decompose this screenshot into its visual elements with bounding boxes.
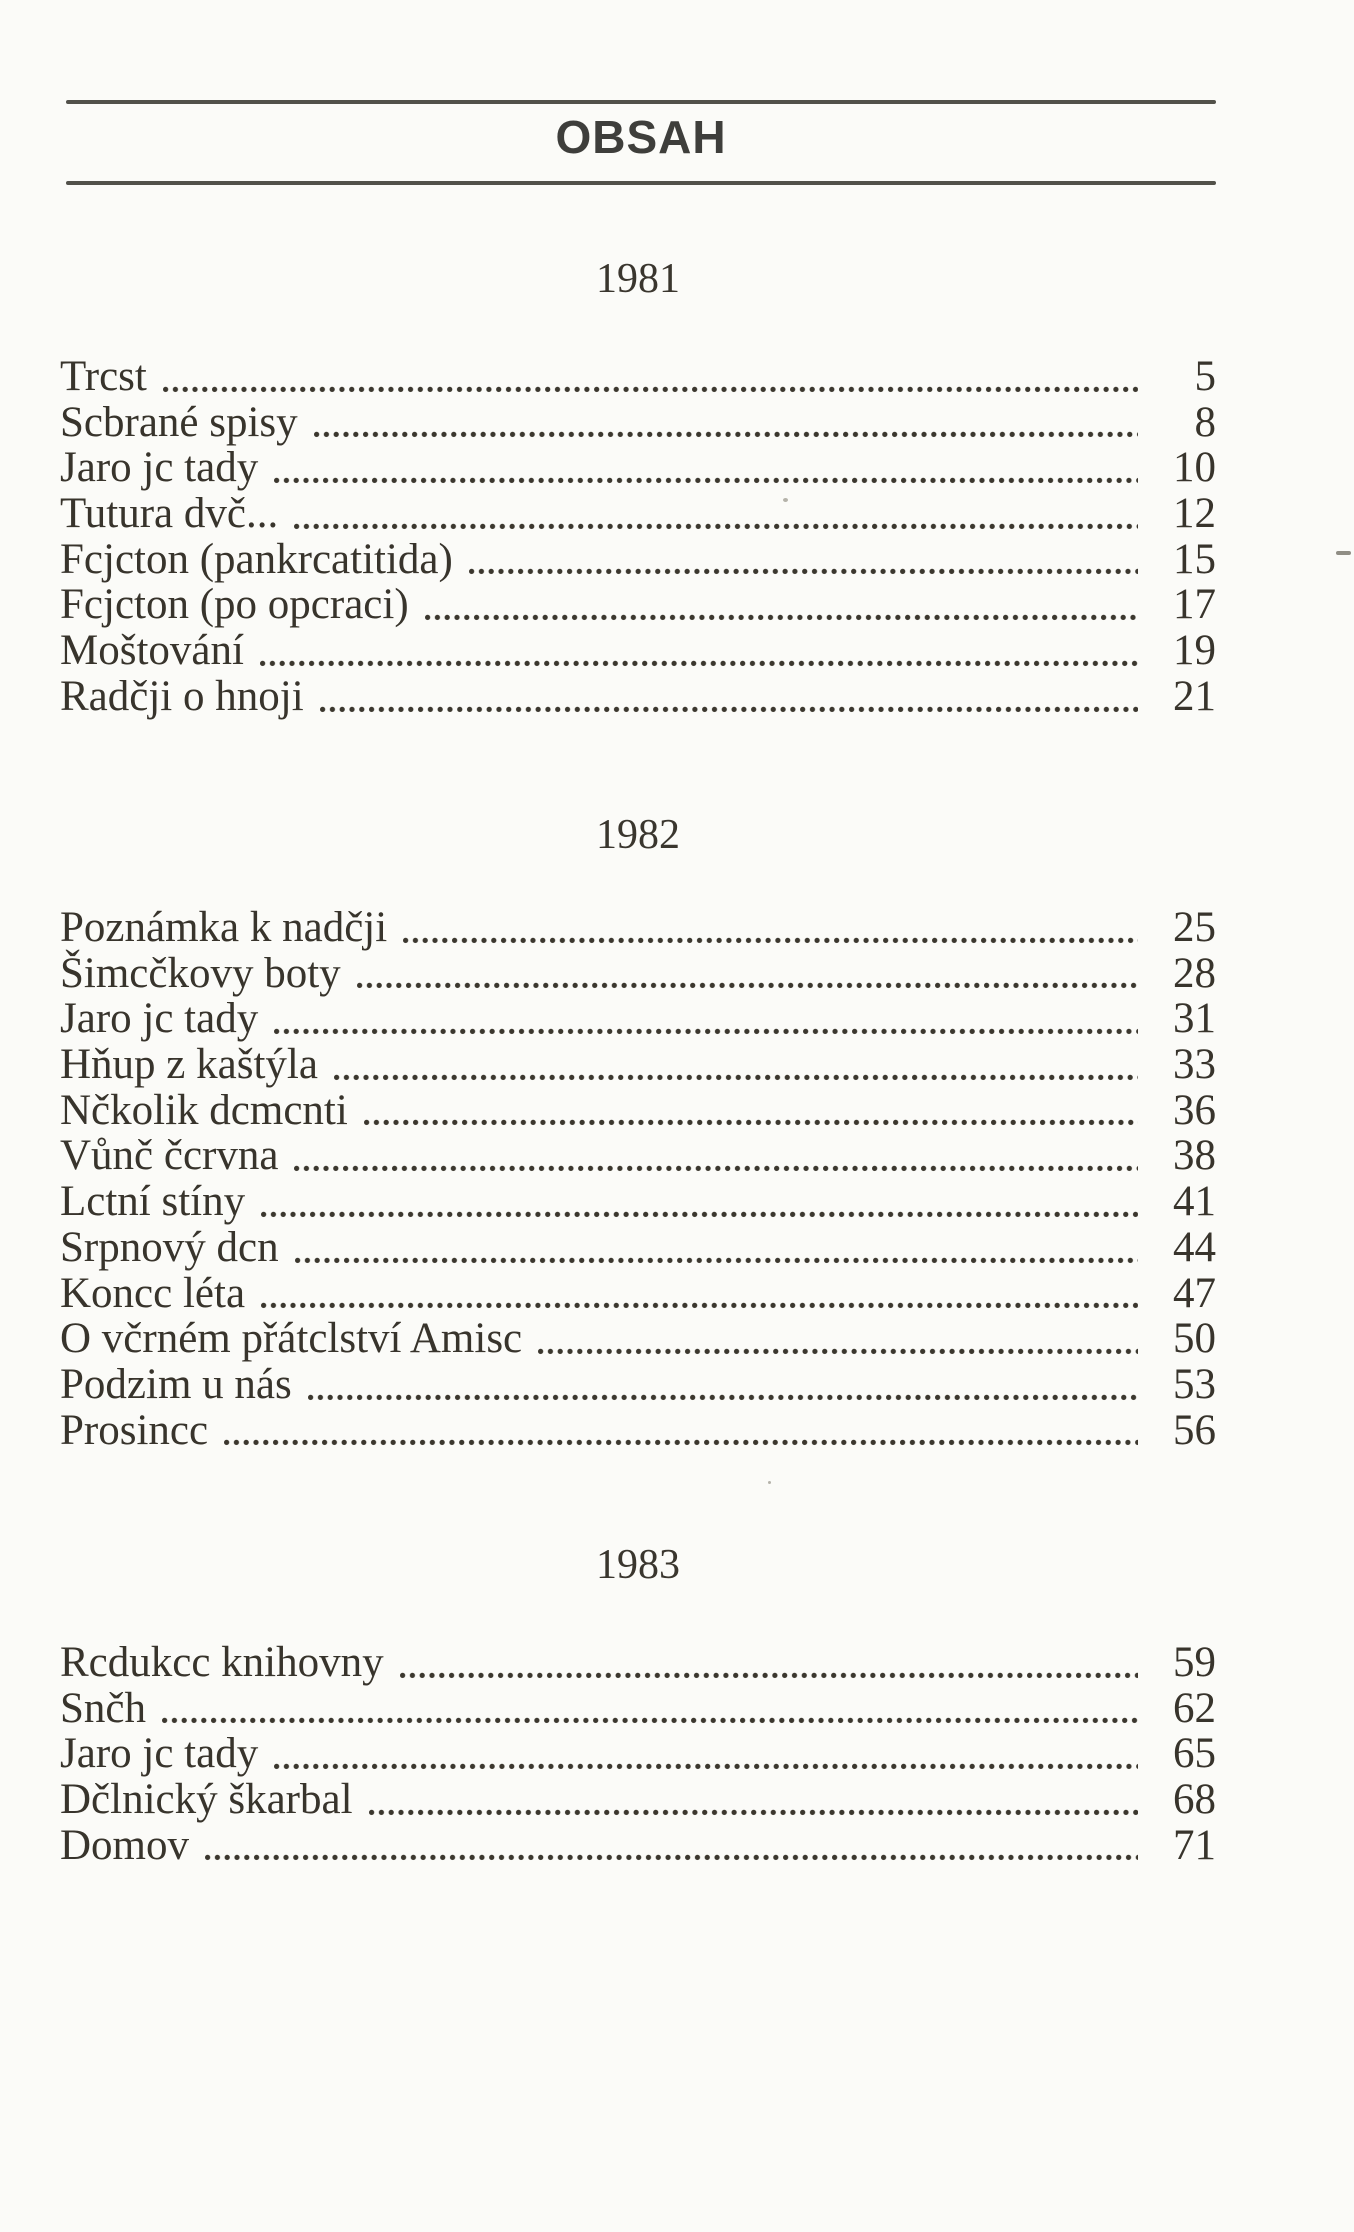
horizontal-rule-top [66, 100, 1216, 104]
toc-row [60, 951, 1216, 997]
toc-row [60, 1133, 1216, 1179]
dot-leader [274, 1763, 1138, 1770]
toc-entry-page: 21 [1173, 672, 1216, 720]
dot-leader [274, 477, 1138, 484]
toc-entry-title: Hňup z kaštýla [60, 1041, 318, 1089]
scan-speck [768, 1481, 771, 1484]
toc-entry-page: 59 [1173, 1639, 1216, 1686]
toc-row [60, 1316, 1216, 1362]
toc-entry-page: 56 [1173, 1406, 1216, 1454]
toc-entry-title: Poznámka k nadčji [60, 904, 388, 951]
toc-entry-title: Prosincc [60, 1406, 209, 1454]
toc-entry-page: 25 [1173, 904, 1216, 951]
toc-row [60, 537, 1216, 583]
toc-entry-page: 31 [1173, 995, 1216, 1043]
toc-entry-title: Rcdukcc knihovny [60, 1639, 384, 1686]
toc-row [60, 996, 1216, 1042]
page-title: OBSAH [555, 111, 727, 163]
toc-entry-title: Fcjcton (pankrcatitida) [60, 535, 453, 583]
dot-leader [425, 614, 1138, 621]
toc-entry-title: Trcst [60, 353, 147, 400]
scan-speck [783, 498, 788, 502]
toc-row [60, 1088, 1216, 1134]
toc-entry-title: Dčlnický škarbal [60, 1776, 353, 1824]
toc-row [60, 1731, 1216, 1777]
toc-entry-page: 53 [1173, 1360, 1216, 1408]
toc-entry-title: O včrném přátclství Amisc [60, 1315, 523, 1363]
toc-row [60, 1777, 1216, 1823]
toc-entry-page: 17 [1173, 581, 1216, 629]
toc-entry-page: 68 [1173, 1776, 1216, 1824]
toc-entry-page: 28 [1173, 949, 1216, 997]
toc-entry-title: Moštování [60, 627, 244, 675]
toc-entry-title: Jaro jc tady [60, 1730, 259, 1778]
dot-leader [163, 386, 1138, 393]
dot-leader [261, 1302, 1138, 1309]
dot-leader [308, 1394, 1138, 1401]
toc-row [60, 582, 1216, 628]
dot-leader [205, 1854, 1138, 1861]
toc-entry-page: 5 [1194, 353, 1216, 400]
dot-leader [400, 1672, 1138, 1679]
dot-leader [364, 1119, 1138, 1126]
toc-entry-title: Nčkolik dcmcnti [60, 1086, 348, 1134]
toc-entry-title: Vůnč čcrvna [60, 1132, 279, 1180]
toc-entry-page: 10 [1173, 444, 1216, 492]
dot-leader [162, 1717, 1138, 1724]
dot-leader [538, 1348, 1138, 1355]
toc-row [60, 354, 1216, 400]
toc-row [60, 1362, 1216, 1408]
toc-row [60, 905, 1216, 951]
dot-leader [294, 523, 1138, 530]
toc-entry-title: Podzim u nás [60, 1360, 292, 1408]
toc-entry-page: 47 [1173, 1269, 1216, 1317]
toc-entry-title: Šimcčkovy boty [60, 949, 341, 997]
dot-leader [260, 660, 1138, 667]
toc-row [60, 1408, 1216, 1454]
toc-entry-title: Scbrané spisy [60, 398, 298, 446]
dot-leader [224, 1439, 1138, 1446]
toc-row [60, 1271, 1216, 1317]
section-entries [60, 905, 1216, 1453]
toc-entry-title: Koncc léta [60, 1269, 246, 1317]
toc-entry-title: Domov [60, 1821, 189, 1869]
dot-leader [369, 1809, 1138, 1816]
toc-row [60, 400, 1216, 446]
toc-entry-title: Jaro jc tady [60, 995, 259, 1043]
toc-row [60, 1042, 1216, 1088]
toc-row [60, 674, 1216, 720]
toc-entry-page: 15 [1173, 535, 1216, 583]
dot-leader [334, 1074, 1138, 1081]
section-entries [60, 1640, 1216, 1868]
toc-entry-page: 12 [1173, 490, 1216, 538]
toc-row [60, 628, 1216, 674]
dot-leader [469, 568, 1138, 575]
dot-leader [320, 706, 1138, 713]
toc-entry-title: Radčji o hnoji [60, 672, 304, 720]
toc-entry-title: Fcjcton (po opcraci) [60, 581, 409, 629]
section-entries [60, 354, 1216, 720]
section-year: 1981 [596, 256, 680, 302]
toc-row [60, 1225, 1216, 1271]
dot-leader [314, 431, 1138, 438]
section-year: 1983 [596, 1542, 680, 1588]
scan-speck [1336, 551, 1351, 555]
toc-row [60, 1686, 1216, 1732]
toc-row [60, 1640, 1216, 1686]
dot-leader [294, 1165, 1138, 1172]
toc-row [60, 1179, 1216, 1225]
toc-row [60, 491, 1216, 537]
toc-entry-title: Tutura dvč... [60, 490, 279, 538]
toc-entry-page: 62 [1173, 1684, 1216, 1732]
dot-leader [274, 1028, 1138, 1035]
toc-entry-title: Jaro jc tady [60, 444, 259, 492]
dot-leader [403, 937, 1138, 944]
section-year: 1982 [596, 812, 680, 858]
dot-leader [295, 1257, 1138, 1264]
toc-entry-page: 36 [1173, 1086, 1216, 1134]
toc-row [60, 445, 1216, 491]
toc-entry-page: 41 [1173, 1178, 1216, 1226]
toc-entry-page: 50 [1173, 1315, 1216, 1363]
toc-entry-page: 65 [1173, 1730, 1216, 1778]
toc-row [60, 1823, 1216, 1869]
toc-entry-title: Snčh [60, 1684, 146, 1732]
toc-entry-page: 71 [1173, 1821, 1216, 1869]
toc-entry-page: 44 [1173, 1223, 1216, 1271]
horizontal-rule-bottom [66, 181, 1216, 185]
toc-entry-page: 19 [1173, 627, 1216, 675]
dot-leader [357, 982, 1138, 989]
toc-entry-title: Lctní stíny [60, 1178, 246, 1226]
toc-entry-page: 33 [1173, 1041, 1216, 1089]
toc-entry-page: 8 [1194, 398, 1216, 446]
toc-entry-page: 38 [1173, 1132, 1216, 1180]
toc-entry-title: Srpnový dcn [60, 1223, 279, 1271]
dot-leader [261, 1211, 1138, 1218]
